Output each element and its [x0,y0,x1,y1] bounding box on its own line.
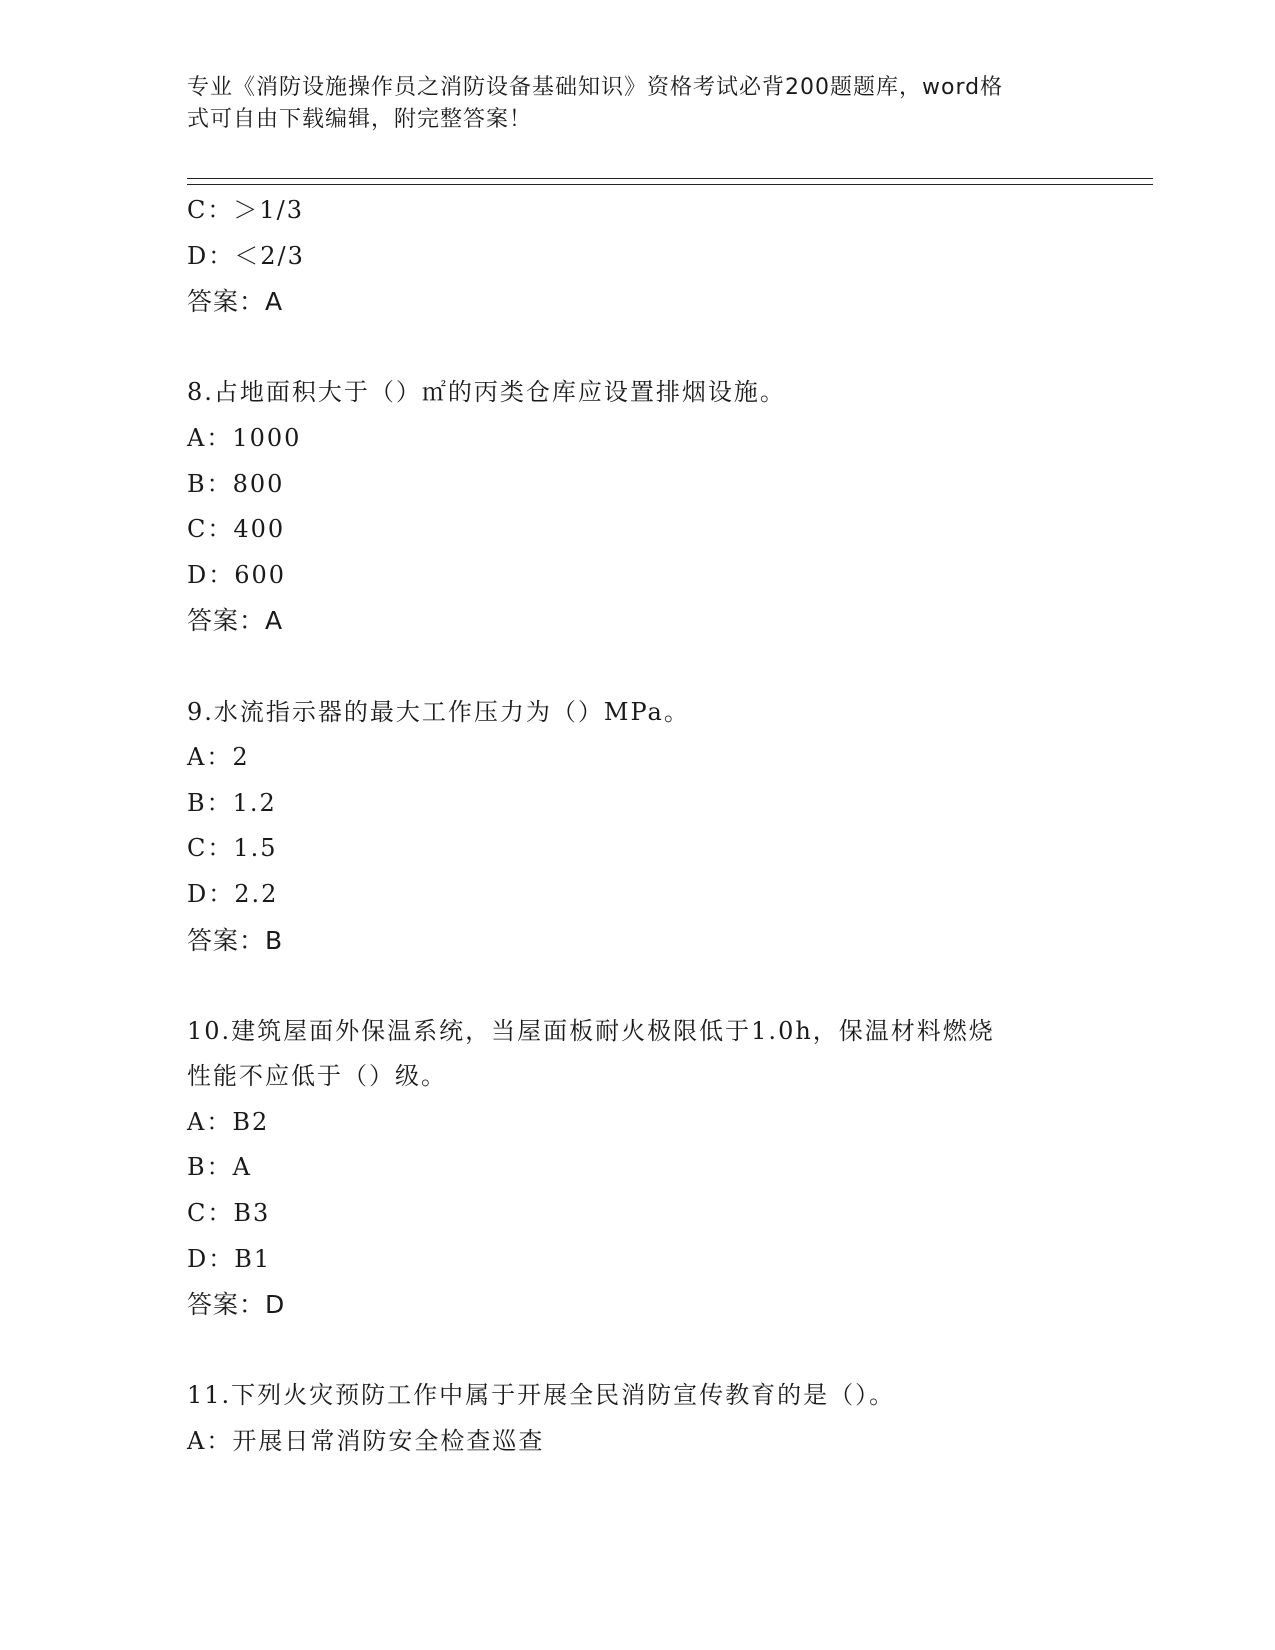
option-d: D：B1 [187,1244,272,1273]
question-list [187,188,1087,1465]
option-b: B：1.2 [187,788,277,817]
header-divider-top [187,178,1153,179]
spacer [187,1328,1087,1374]
question-stem: 9.水流指示器的最大工作压力为（）MPa。 [187,697,690,726]
question-11 [187,1373,1087,1464]
question-stem: 8.占地面积大于（）㎡的丙类仓库应设置排烟设施。 [187,378,786,407]
option-a: A：2 [187,743,250,772]
answer: 答案：A [187,287,284,317]
document-header [187,72,1067,136]
option-a: A：开展日常消防安全检查巡查 [187,1427,545,1456]
option-c: C：1.5 [187,834,278,863]
answer: 答案：A [187,606,284,636]
option-b: B：800 [187,469,285,498]
question-10 [187,1009,1087,1328]
question-stem-line-1: 10.建筑屋面外保温系统，当屋面板耐火极限低于1.0h，保温材料燃烧 [187,1016,995,1045]
option-c: C：400 [187,515,286,544]
question-stem: 11.下列火灾预防工作中属于开展全民消防宣传教育的是（）。 [187,1381,896,1410]
header-line-1: 专业《消防设施操作员之消防设备基础知识》资格考试必背200题题库，word格 [187,75,1004,100]
option-c: C：B3 [187,1199,271,1228]
option-d: D：600 [187,560,287,589]
option-a: A：1000 [187,423,302,452]
option-c: C：＞1/3 [187,196,304,224]
header-divider-bottom [187,184,1153,185]
option-d: D：＜2/3 [187,241,305,270]
spacer [187,325,1087,371]
header-line-2: 式可自由下载编辑，附完整答案！ [187,107,533,132]
answer: 答案：D [187,1290,286,1320]
question-8 [187,370,1087,644]
question-9 [187,690,1087,964]
question-stem-line-2: 性能不应低于（）级。 [187,1062,447,1091]
spacer [187,963,1087,1009]
question-prev-tail [187,188,1087,325]
spacer [187,644,1087,690]
answer: 答案：B [187,925,284,955]
option-d: D：2.2 [187,879,279,908]
option-a: A：B2 [187,1107,270,1136]
option-b: B：A [187,1153,252,1182]
